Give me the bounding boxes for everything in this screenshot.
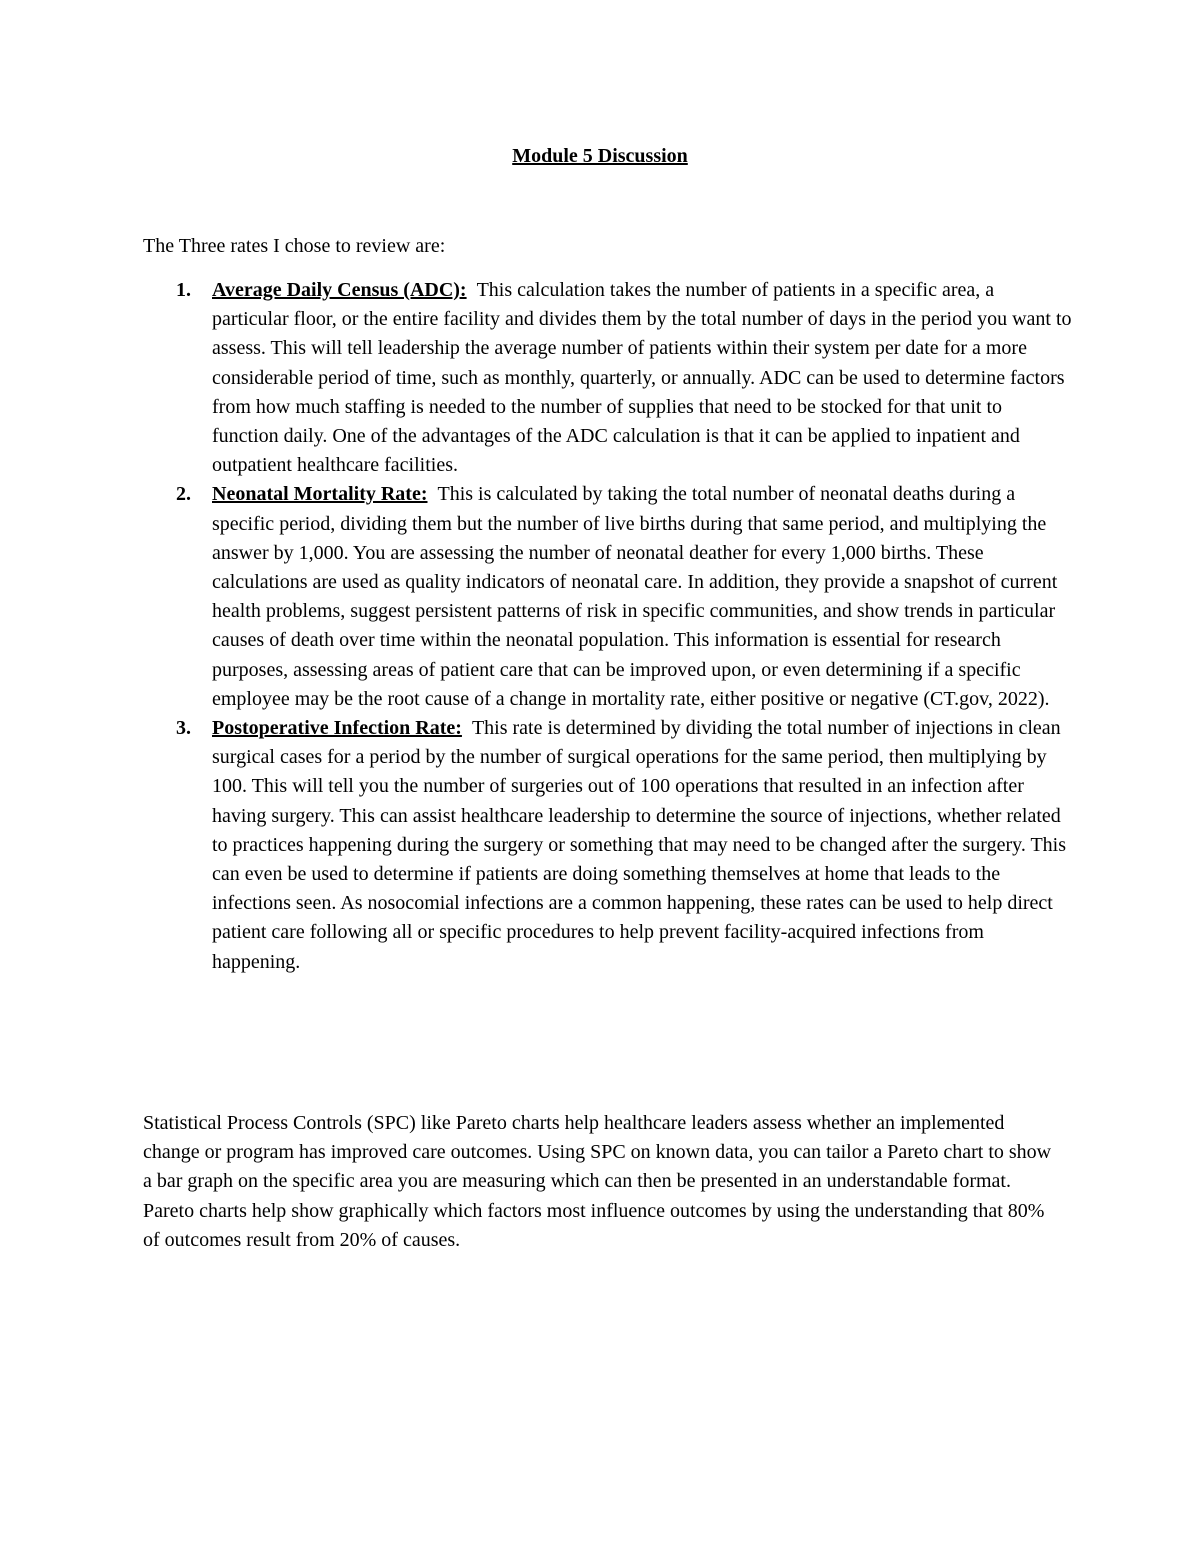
list-item [176,276,1072,480]
list-item-number: 1. [176,279,191,301]
list-item-number: 3. [176,717,191,740]
closing-paragraph: Statistical Process Controls (SPC) like Pareto charts help healthcare leaders assess whether an implemented change or program has improved care outcomes. Using SPC on known data, you can tailor a Pareto chart to show a bar graph on the specific area you are measuring which can then be presented in an understandable format. Pareto charts help show graphically which factors most influence outcomes by using the understanding that 80% of outcomes result from 20% of causes. [143,1112,1052,1251]
list-item-term: Postoperative Infection Rate: [212,717,462,740]
list-item-number: 2. [176,483,191,506]
list-item-term: Average Daily Census (ADC): [212,279,467,301]
list-item [176,714,1072,977]
list-item [176,480,1072,714]
intro-paragraph: The Three rates I chose to review are: [143,235,446,257]
list-item-text: This is calculated by taking the total number of neonatal deaths during a specific period, dividing them but the number of live births during that same period, and multiplying the answer by 1,000. You are assessing the number of neonatal deather for every 1,000 births. These calculations are used as quality indicators of neonatal care. In addition, they provide a snapshot of current health problems, suggest persistent patterns of risk in specific communities, and show trends in particular causes of death over time within the neonatal population. This information is essential for research purposes, assessing areas of patient care that can be improved upon, or even determining if a specific employee may be the root cause of a change in mortality rate, either positive or negative (CT.gov, 2022). [212,483,1058,710]
list-item-text: This calculation takes the number of patients in a specific area, a particular floor, or the entire facility and divides them by the total number of days in the period you want to assess. This will tell leadership the average number of patients within their system per date for a more considerable period of time, such as monthly, quarterly, or annually. ADC can be used to determine factors from how much staffing is needed to the number of supplies that need to be stocked for that unit to function daily. One of the advantages of the ADC calculation is that it can be applied to inpatient and outpatient healthcare facilities. [212,279,1072,477]
document-title: Module 5 Discussion [512,145,688,167]
list-item-text: This rate is determined by dividing the total number of injections in clean surgical cases for a period by the number of surgical operations for the same period, then multiplying by 100. This will tell you the number of surgeries out of 100 operations that resulted in an infection after having surgery. This can assist healthcare leadership to determine the source of injections, whether related to practices happening during the surgery or something that may need to be changed after the surgery. This can even be used to determine if patients are doing something themselves at home that leads to the infections seen. As nosocomial infections are a common happening, these rates can be used to help direct patient care following all or specific procedures to help prevent facility-acquired infections from happening. [212,717,1067,973]
rates-list [176,276,1072,977]
list-item-term: Neonatal Mortality Rate: [212,483,428,506]
